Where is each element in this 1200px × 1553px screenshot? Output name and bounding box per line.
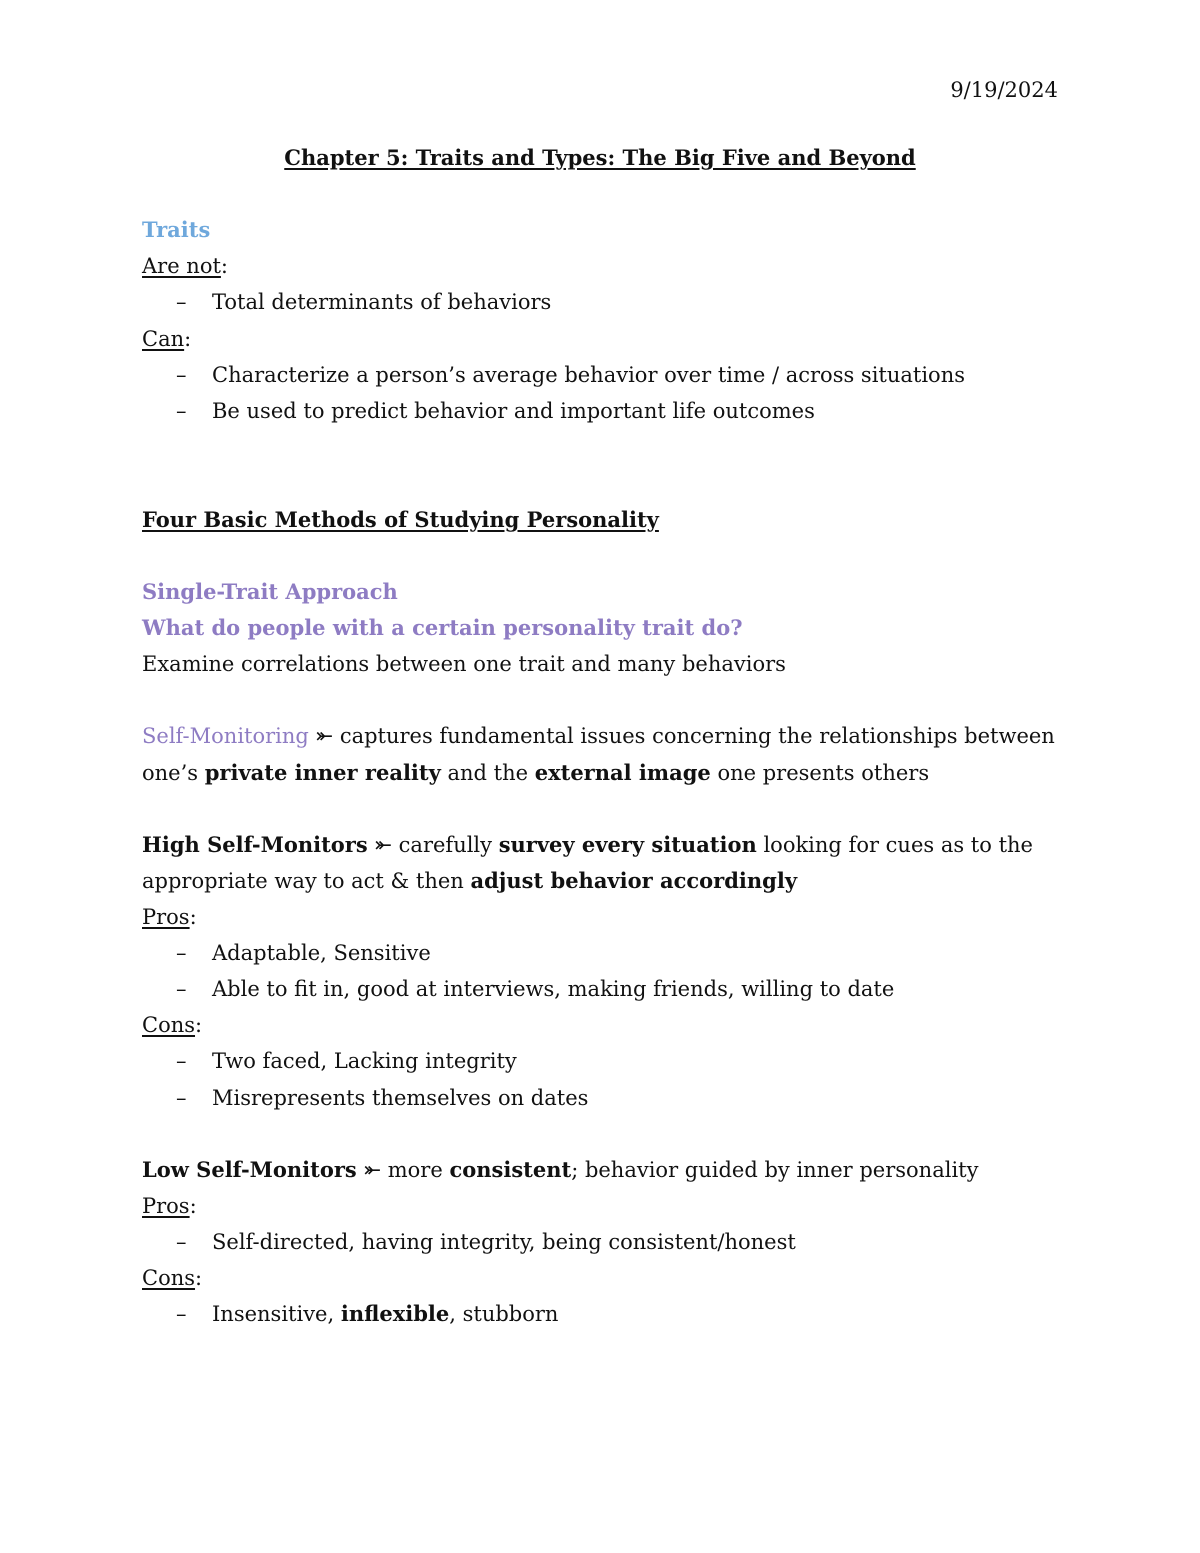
self-monitoring-line-2 <box>142 755 929 791</box>
list-item-text: Misrepresents themselves on dates <box>212 1086 589 1110</box>
text: ; behavior guided by inner personality <box>571 1158 979 1182</box>
colon: : <box>195 1013 203 1037</box>
list-item <box>176 1043 517 1079</box>
high-cons-label-line <box>142 1007 202 1043</box>
arrow-icon: ⤜ <box>315 724 334 748</box>
list-item-text: Be used to predict behavior and important life outcomes <box>212 399 815 423</box>
text: Insensitive, <box>212 1302 335 1326</box>
text: carefully <box>398 833 493 857</box>
list-item-text: Able to fit in, good at interviews, making friends, willing to date <box>212 977 895 1001</box>
bullet-dash: – <box>176 1086 187 1110</box>
bold-text: inflexible <box>340 1301 450 1326</box>
single-trait-question: What do people with a certain personality trait do? <box>142 615 743 640</box>
bullet-dash: – <box>176 1230 187 1254</box>
list-item-text: Total determinants of behaviors <box>212 290 552 314</box>
cons-label: Cons <box>142 1013 196 1037</box>
text: one presents others <box>717 761 930 785</box>
bullet-dash: – <box>176 941 187 965</box>
text: more <box>387 1158 443 1182</box>
cons-label: Cons <box>142 1266 196 1290</box>
high-self-monitors-term: High Self-Monitors <box>142 832 368 857</box>
text: looking for cues as to the <box>763 833 1033 857</box>
colon: : <box>184 327 192 351</box>
text: one’s <box>142 761 199 785</box>
list-item-text: Self-directed, having integrity, being consistent/honest <box>212 1230 796 1254</box>
self-monitoring-text: captures fundamental issues concerning the relationships between <box>339 724 1055 748</box>
list-item <box>176 935 431 971</box>
list-item <box>176 393 815 429</box>
list-item-text: Adaptable, Sensitive <box>212 941 431 965</box>
single-trait-heading: Single-Trait Approach <box>142 579 398 604</box>
high-pros-label-line <box>142 899 197 935</box>
traits-heading: Traits <box>142 217 211 242</box>
arrow-icon: ⤜ <box>374 833 392 857</box>
low-self-monitors-term: Low Self-Monitors <box>142 1157 357 1182</box>
bullet-dash: – <box>176 399 187 423</box>
are-not-label: Are not <box>142 254 221 278</box>
pros-label: Pros <box>142 905 190 929</box>
bold-text: consistent <box>449 1157 572 1182</box>
colon: : <box>189 905 197 929</box>
date: 9/19/2024 <box>950 78 1058 102</box>
list-item <box>176 284 551 320</box>
bullet-dash: – <box>176 977 187 1001</box>
arrow-icon: ⤜ <box>363 1158 382 1182</box>
list-item-text: Two faced, Lacking integrity <box>212 1049 517 1073</box>
bullet-dash: – <box>176 290 187 314</box>
low-pros-label-line <box>142 1188 197 1224</box>
list-item <box>176 1080 588 1116</box>
list-item <box>176 1224 796 1260</box>
colon: : <box>195 1266 203 1290</box>
text: , stubborn <box>449 1302 559 1326</box>
high-self-monitors-line-2 <box>142 863 797 899</box>
bold-text: external image <box>534 760 711 785</box>
low-self-monitors-line <box>142 1152 978 1188</box>
single-trait-description: Examine correlations between one trait and many behaviors <box>142 652 786 676</box>
list-item <box>176 1296 558 1332</box>
bold-text: survey every situation <box>498 832 757 857</box>
methods-heading: Four Basic Methods of Studying Personality <box>142 507 659 532</box>
bold-text: private inner reality <box>204 760 441 785</box>
self-monitoring-term: Self-Monitoring <box>142 724 309 748</box>
are-not-label-line <box>142 248 228 284</box>
text: and the <box>447 761 529 785</box>
can-label: Can <box>142 327 185 351</box>
bold-text: adjust behavior accordingly <box>470 868 798 893</box>
list-item-text: Characterize a person’s average behavior over time / across situations <box>212 363 966 387</box>
text: appropriate way to act & then <box>142 869 464 893</box>
bullet-dash: – <box>176 1302 187 1326</box>
high-self-monitors-line-1 <box>142 827 1033 863</box>
low-cons-label-line <box>142 1260 202 1296</box>
self-monitoring-line-1 <box>142 718 1055 754</box>
colon: : <box>220 254 228 278</box>
list-item <box>176 971 894 1007</box>
bullet-dash: – <box>176 363 187 387</box>
pros-label: Pros <box>142 1194 190 1218</box>
can-label-line <box>142 321 191 357</box>
colon: : <box>189 1194 197 1218</box>
bullet-dash: – <box>176 1049 187 1073</box>
list-item <box>176 357 965 393</box>
page-title: Chapter 5: Traits and Types: The Big Five and Beyond <box>284 145 916 170</box>
